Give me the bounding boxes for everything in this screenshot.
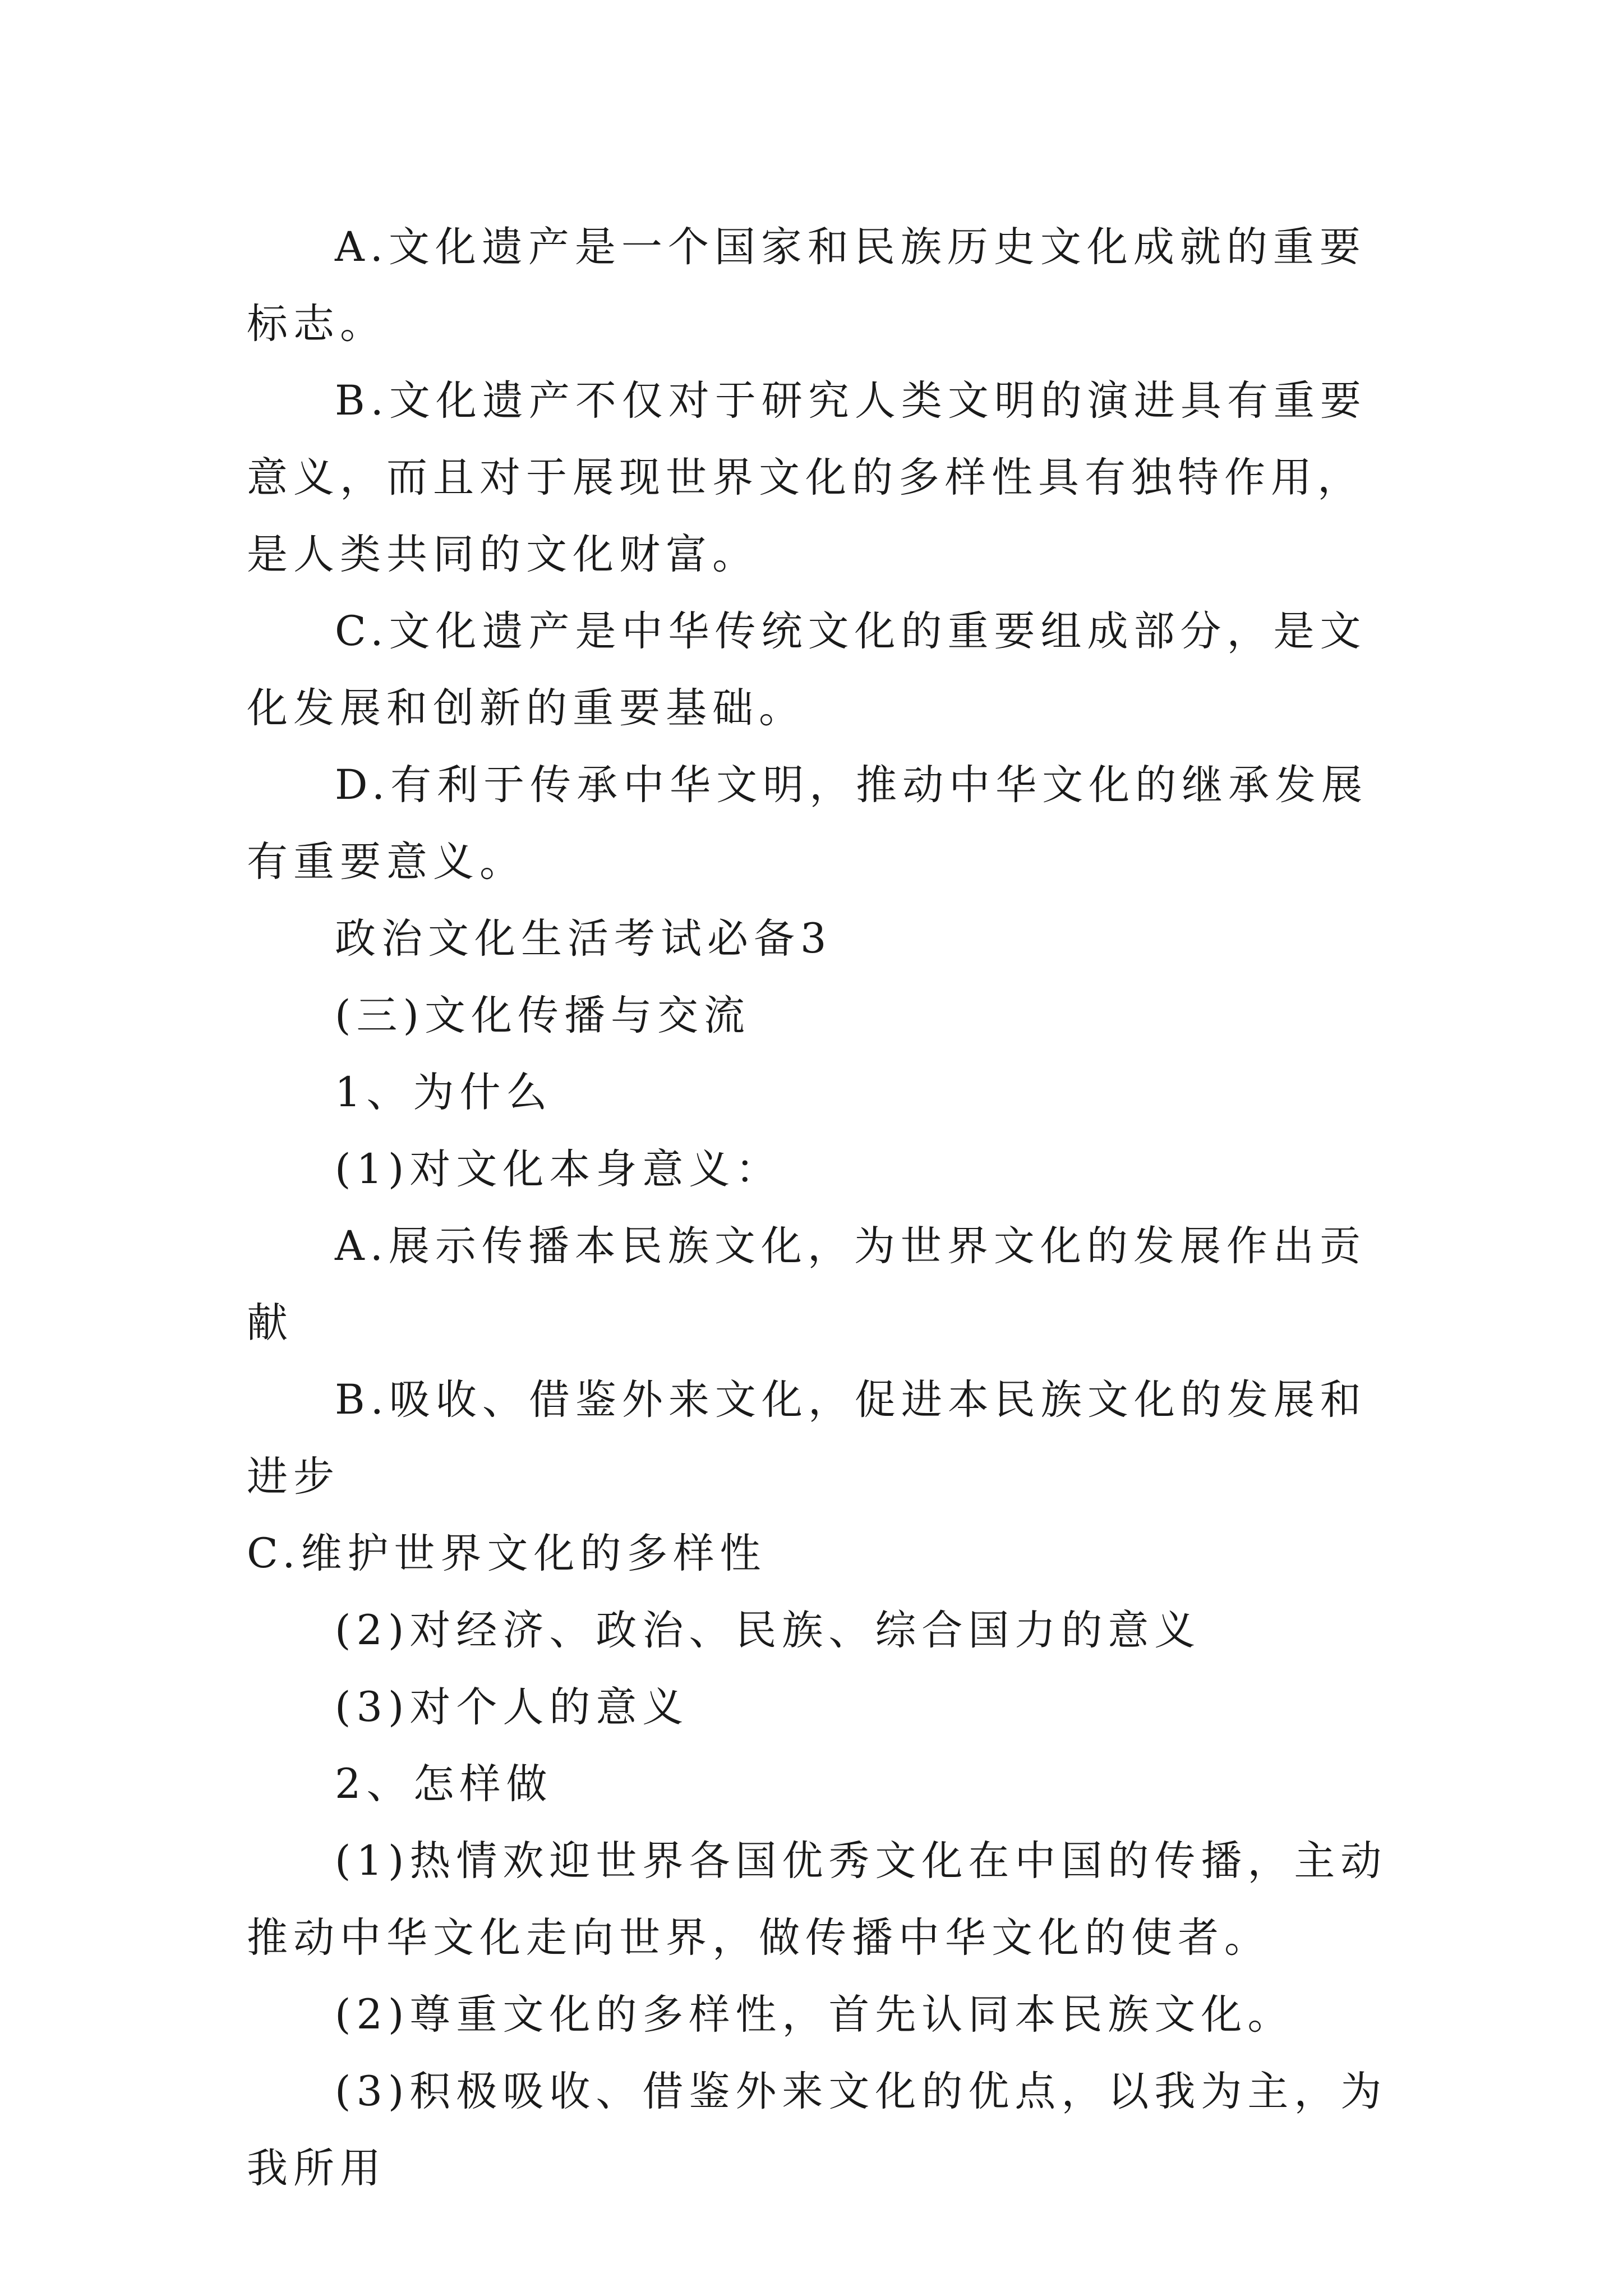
sub-item-culture-significance: (1)对文化本身意义：	[335, 1145, 782, 1193]
how-point-1: (1)热情欢迎世界各国优秀文化在中国的传播，主动推动中华文化走向世界，做传播中华文化的使者。	[247, 1837, 1387, 1962]
point-a-spread-culture: A.展示传播本民族文化，为世界文化的发展作出贡献	[247, 1222, 1366, 1347]
subsection-heading: (三)文化传播与交流	[335, 992, 750, 1039]
document-body	[247, 209, 1396, 2207]
point-b-absorb-foreign: B.吸收、借鉴外来文化，促进本民族文化的发展和进步	[247, 1376, 1367, 1501]
paragraph-d-heritage-inheritance: D.有利于传承中华文明，推动中华文化的继承发展有重要意义。	[247, 761, 1368, 886]
item-heading-why: 1、为什么	[335, 1069, 553, 1116]
paragraph-a-heritage-symbol: A.文化遗产是一个国家和民族历史文化成就的重要标志。	[247, 223, 1366, 348]
section-title: 政治文化生活考试必备3	[335, 915, 832, 963]
paragraph-b-heritage-wealth: B.文化遗产不仅对于研究人类文明的演进具有重要意义，而且对于展现世界文化的多样性具有独特作用，是人类共同的文化财富。	[247, 377, 1367, 578]
point-c-diversity: C.维护世界文化的多样性	[247, 1530, 767, 1577]
item-heading-how: 2、怎样做	[335, 1760, 553, 1808]
paragraph-c-heritage-foundation: C.文化遗产是中华传统文化的重要组成部分，是文化发展和创新的重要基础。	[247, 608, 1367, 732]
sub-item-individual: (3)对个人的意义	[335, 1683, 689, 1731]
how-point-3: (3)积极吸收、借鉴外来文化的优点，以我为主，为我所用	[247, 2068, 1387, 2192]
how-point-2: (2)尊重文化的多样性，首先认同本民族文化。	[335, 1991, 1294, 2039]
sub-item-economy-politics: (2)对经济、政治、民族、综合国力的意义	[335, 1607, 1201, 1654]
